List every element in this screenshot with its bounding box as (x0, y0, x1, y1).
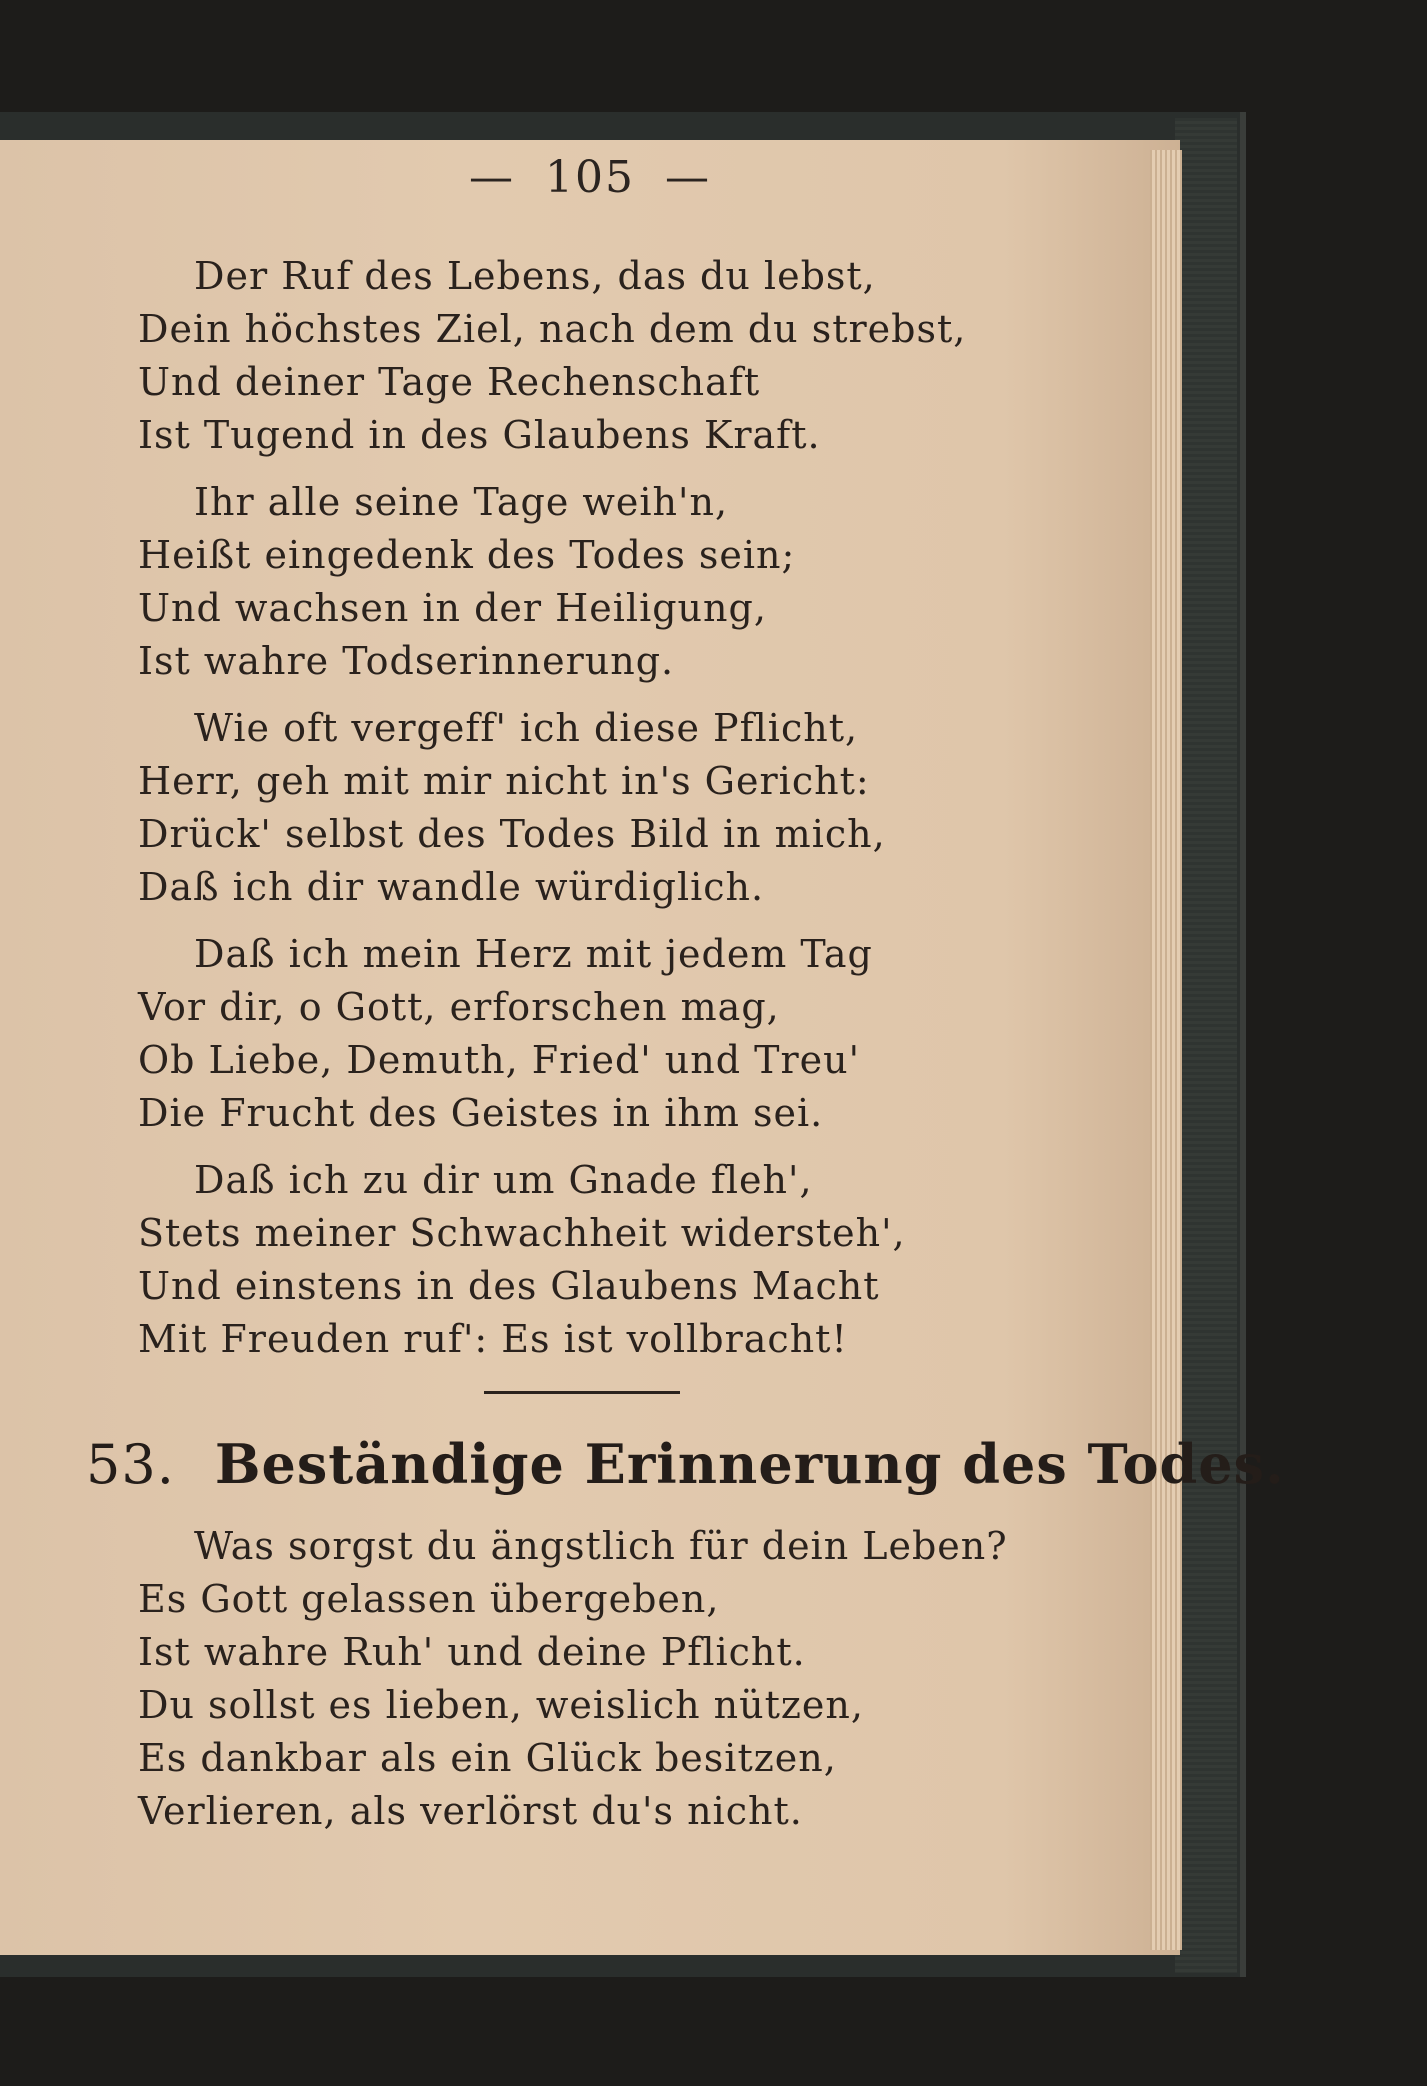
verse-line: Was sorgst du ängstlich für dein Leben? (194, 1524, 1008, 1568)
verse-line: Ihr alle seine Tage weih'n, (194, 480, 729, 524)
verse-line: Dein höchstes Ziel, nach dem du strebst, (138, 307, 967, 351)
section-title: Beständige Erinnerung des Todes. (214, 1432, 1285, 1496)
verse-line: Mit Freuden ruf': Es ist vollbracht! (138, 1317, 848, 1361)
verse-line: Und einstens in des Glaubens Macht (138, 1264, 880, 1308)
stanza-2 (138, 476, 1138, 688)
verse-line: Ob Liebe, Demuth, Fried' und Treu' (138, 1038, 861, 1082)
verse-line: Und deiner Tage Rechenschaft (138, 360, 761, 404)
verse-line: Der Ruf des Lebens, das du lebst, (194, 254, 876, 298)
verse-line: Und wachsen in der Heiligung, (138, 586, 767, 630)
section-heading (86, 1432, 1285, 1496)
verse-line: Ist wahre Todserinnerung. (138, 639, 675, 683)
section-number: 53. (86, 1433, 175, 1496)
page-number: 105 (545, 152, 635, 203)
verse-line: Daß ich dir wandle würdiglich. (138, 865, 765, 909)
page-number-dash-left: — (469, 152, 515, 203)
page-stack-edge (1150, 150, 1182, 1950)
verse-line: Ist Tugend in des Glaubens Kraft. (138, 413, 821, 457)
verse-line: Drück' selbst des Todes Bild in mich, (138, 812, 886, 856)
verse-line: Stets meiner Schwachheit widersteh', (138, 1211, 906, 1255)
verse-line: Wie oft vergeff' ich diese Pflicht, (194, 706, 859, 750)
stanza-5 (138, 1154, 1138, 1366)
verse-line: Ist wahre Ruh' und deine Pflicht. (138, 1630, 806, 1674)
page-number-dash-right: — (664, 152, 711, 203)
page-number-header (0, 152, 1180, 203)
verse-line: Daß ich mein Herz mit jedem Tag (194, 932, 873, 976)
stanza-1 (138, 250, 1138, 462)
verse-line: Daß ich zu dir um Gnade fleh', (194, 1158, 813, 1202)
section-stanza (138, 1520, 1138, 1838)
verse-line: Es dankbar als ein Glück besitzen, (138, 1736, 837, 1780)
verse-line: Die Frucht des Geistes in ihm sei. (138, 1091, 824, 1135)
verse-line: Vor dir, o Gott, erforschen mag, (138, 985, 780, 1029)
book-spine-edge (1175, 118, 1237, 1973)
stanza-4 (138, 928, 1138, 1140)
verse-line: Es Gott gelassen übergeben, (138, 1577, 720, 1621)
verse-line: Heißt eingedenk des Todes sein; (138, 533, 796, 577)
stanza-3 (138, 702, 1138, 914)
section-divider (484, 1391, 680, 1394)
verse-line: Herr, geh mit mir nicht in's Gericht: (138, 759, 870, 803)
verse-line: Verlieren, als verlörst du's nicht. (138, 1789, 803, 1833)
verse-line: Du sollst es lieben, weislich nützen, (138, 1683, 864, 1727)
